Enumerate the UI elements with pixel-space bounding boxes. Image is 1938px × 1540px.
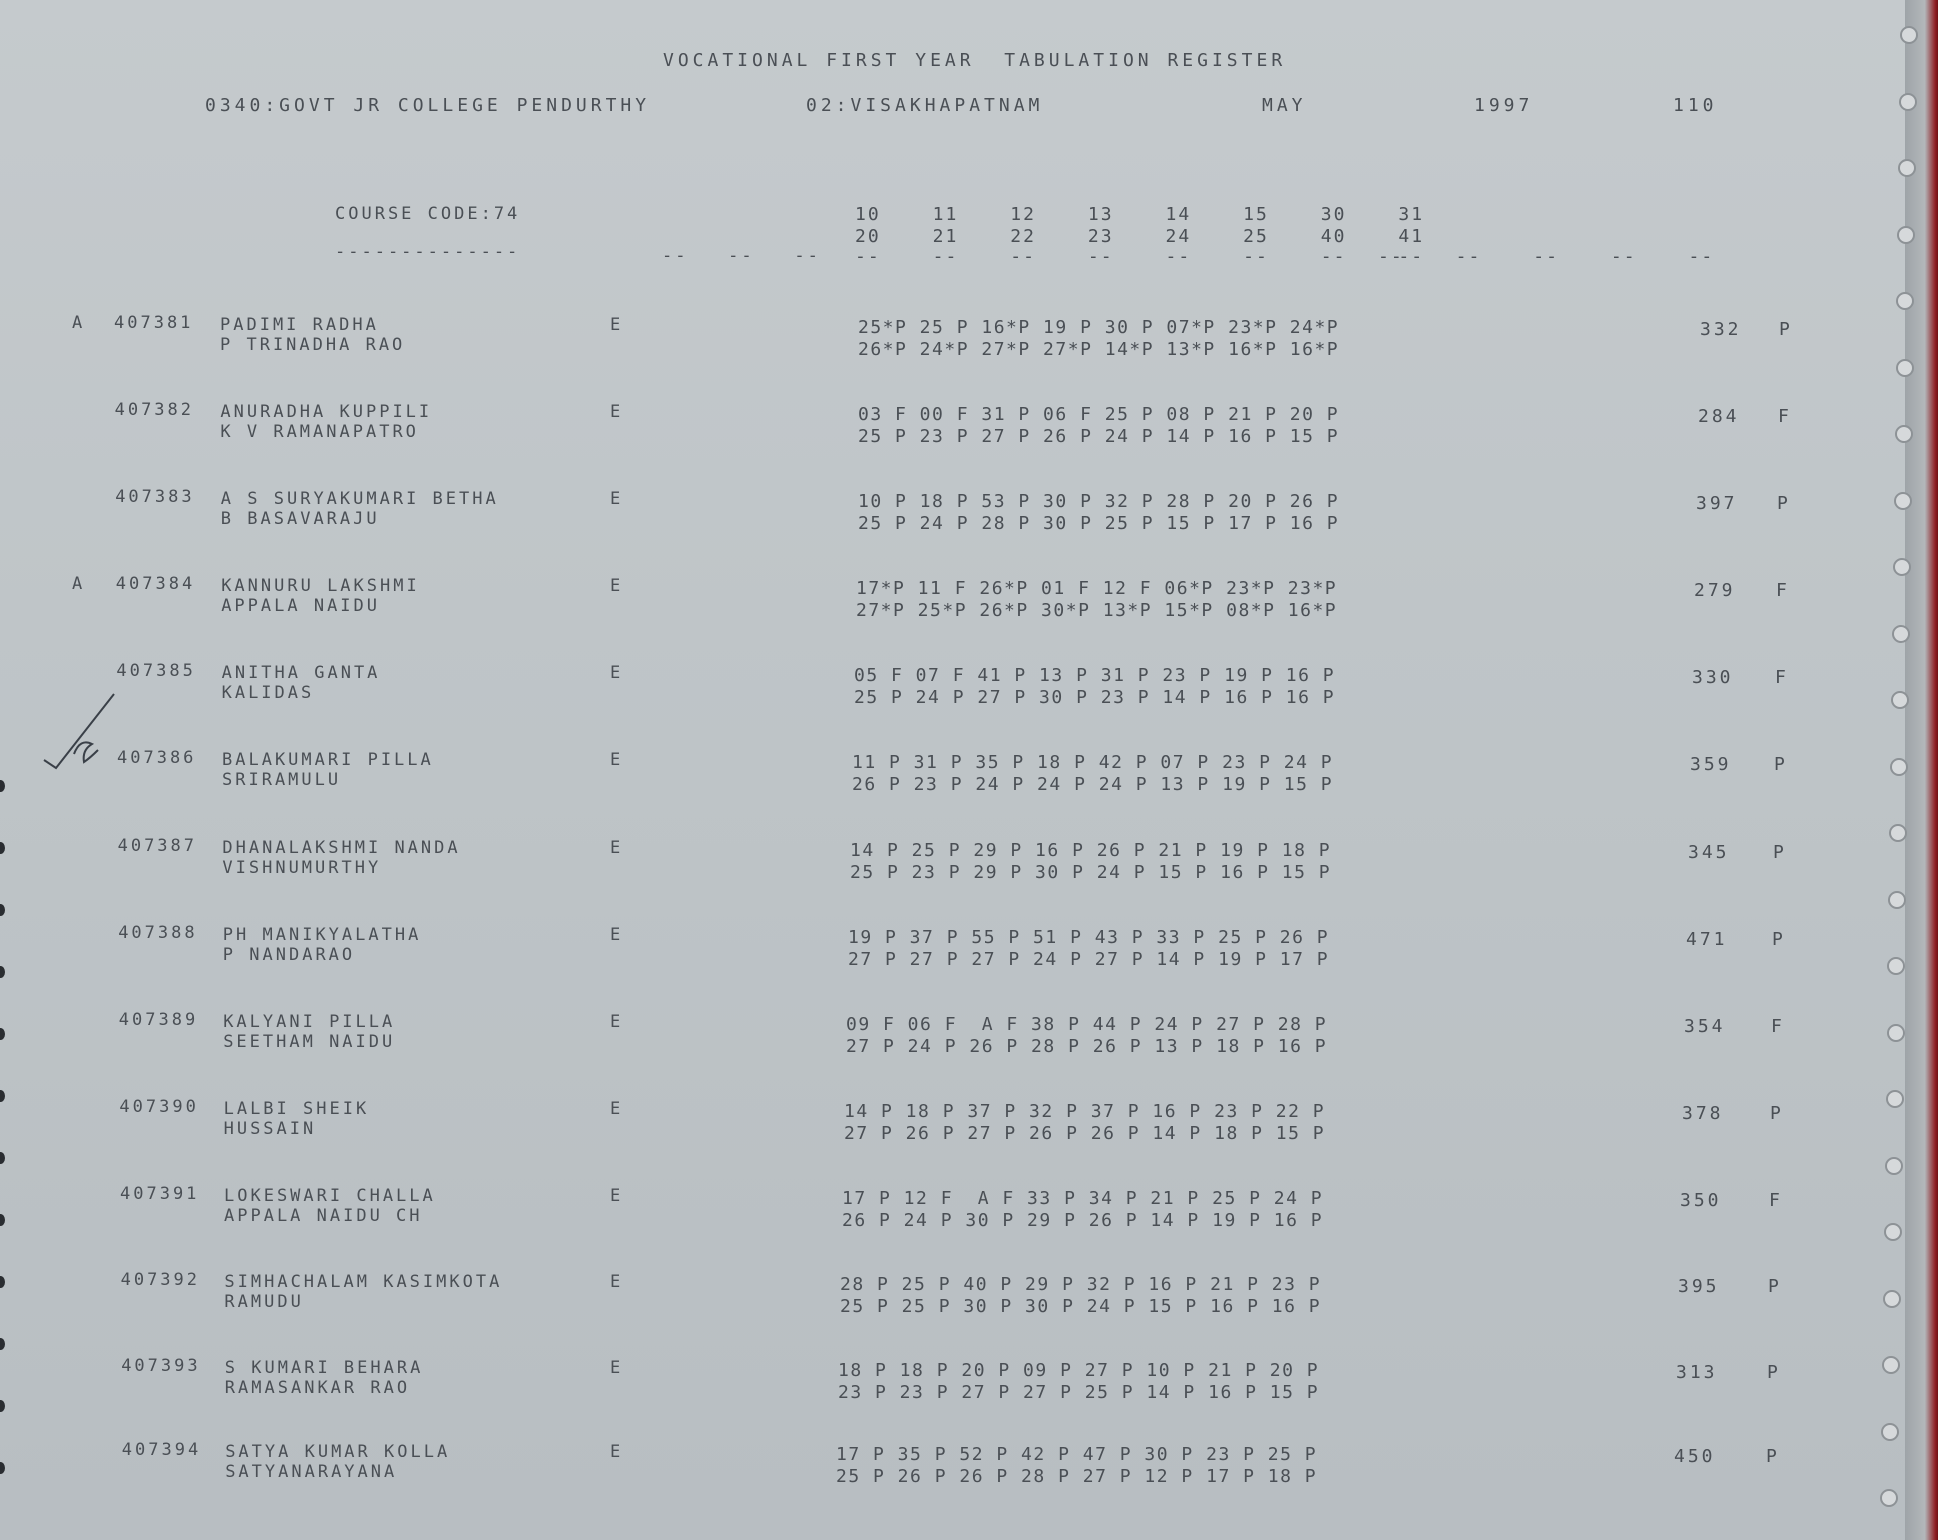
feed-hole [1881, 1423, 1899, 1441]
total-marks: 345 [1688, 842, 1730, 863]
feed-hole [1894, 492, 1912, 510]
parent-name: K V RAMANAPATRO [220, 422, 419, 442]
roll-number: 407385 [116, 661, 196, 681]
attendance-flag: A [72, 313, 86, 333]
medium-code: E [610, 1012, 624, 1032]
student-name: BALAKUMARI PILLA [222, 750, 434, 770]
roll-number: 407394 [121, 1440, 202, 1460]
marks-row-1: 14 P 18 P 37 P 32 P 37 P 16 P 23 P 22 P [844, 1101, 1326, 1122]
roll-number: 407390 [119, 1097, 199, 1117]
roll-number: 407381 [114, 313, 194, 333]
feed-hole [1892, 625, 1910, 643]
marks-row-2: 27 P 26 P 27 P 26 P 26 P 14 P 18 P 15 P [844, 1123, 1326, 1144]
total-marks: 350 [1680, 1190, 1722, 1211]
marks-row-1: 09 F 06 F A F 38 P 44 P 24 P 27 P 28 P [846, 1014, 1328, 1035]
parent-name: APPALA NAIDU [221, 596, 381, 616]
student-name: KANNURU LAKSHMI [221, 576, 420, 596]
medium-code: E [610, 315, 624, 335]
roll-number: 407384 [115, 574, 196, 594]
feed-hole [1900, 26, 1918, 44]
student-name: PH MANIKYALATHA [222, 925, 422, 945]
feed-hole [1887, 1024, 1905, 1042]
marks-row-1: 14 P 25 P 29 P 16 P 26 P 21 P 19 P 18 P [850, 840, 1332, 861]
student-name: ANITHA GANTA [221, 663, 381, 683]
course-underline: -------------- [335, 242, 521, 262]
student-name: ANURADHA KUPPILI [220, 402, 433, 422]
page-number: 110 [1673, 95, 1718, 116]
parent-name: SEETHAM NAIDU [223, 1032, 396, 1052]
total-marks: 471 [1686, 929, 1728, 950]
result-status: P [1772, 929, 1786, 950]
roll-number: 407393 [121, 1356, 201, 1376]
marks-row-1: 19 P 37 P 55 P 51 P 43 P 33 P 25 P 26 P [848, 927, 1330, 948]
result-status: P [1767, 1362, 1781, 1383]
parent-name: RAMUDU [224, 1292, 304, 1312]
parent-name: HUSSAIN [223, 1119, 317, 1139]
medium-code: E [610, 838, 624, 858]
marks-row-2: 25 P 23 P 29 P 30 P 24 P 15 P 16 P 15 P [850, 862, 1332, 883]
parent-name: B BASAVARAJU [220, 509, 380, 529]
marks-row-1: 17 P 35 P 52 P 42 P 47 P 30 P 23 P 25 P [836, 1444, 1318, 1465]
student-name: SATYA KUMAR KOLLA [225, 1442, 451, 1462]
medium-code: E [610, 1442, 624, 1462]
parent-name: SRIRAMULU [222, 770, 342, 790]
separator-mid: -- -- -- -- -- -- -- -- [855, 246, 1425, 267]
parent-name: VISHNUMURTHY [222, 858, 382, 878]
result-status: P [1768, 1276, 1782, 1297]
result-status: P [1773, 842, 1787, 863]
student-name: SIMHACHALAM KASIMKOTA [224, 1272, 503, 1292]
total-marks: 330 [1692, 667, 1734, 688]
parent-name: P NANDARAO [222, 945, 356, 965]
marks-row-2: 26 P 23 P 24 P 24 P 24 P 13 P 19 P 15 P [852, 774, 1334, 795]
parent-name: SATYANARAYANA [225, 1462, 398, 1482]
handwritten-tick-mark [40, 688, 120, 778]
separator-right: -- -- -- -- -- [1378, 246, 1715, 267]
marks-row-2: 25 P 24 P 28 P 30 P 25 P 15 P 17 P 16 P [858, 513, 1340, 534]
result-status: F [1778, 406, 1792, 427]
result-status: F [1775, 667, 1789, 688]
student-name: A S SURYAKUMARI BETHA [220, 489, 499, 509]
parent-name: KALIDAS [221, 683, 315, 703]
student-name: PADIMI RADHA [220, 315, 379, 335]
register-title: VOCATIONAL FIRST YEAR TABULATION REGISTER [663, 50, 1287, 71]
roll-number: 407386 [117, 748, 197, 768]
total-marks: 395 [1678, 1276, 1720, 1297]
student-name: KALYANI PILLA [223, 1012, 396, 1032]
total-marks: 279 [1694, 580, 1736, 601]
district-name: 02:VISAKHAPATNAM [806, 95, 1044, 116]
attendance-flag: A [72, 574, 86, 594]
marks-row-1: 17*P 11 F 26*P 01 F 12 F 06*P 23*P 23*P [856, 578, 1338, 599]
total-marks: 450 [1674, 1446, 1716, 1467]
feed-hole [1890, 758, 1908, 776]
marks-row-2: 23 P 23 P 27 P 27 P 25 P 14 P 16 P 15 P [838, 1382, 1320, 1403]
marks-row-1: 17 P 12 F A F 33 P 34 P 21 P 25 P 24 P [842, 1188, 1324, 1209]
feed-hole [1897, 226, 1915, 244]
marks-row-1: 10 P 18 P 53 P 30 P 32 P 28 P 20 P 26 P [858, 491, 1340, 512]
parent-name: APPALA NAIDU CH [224, 1206, 423, 1226]
feed-hole [1886, 1090, 1904, 1108]
medium-code: E [610, 663, 624, 683]
exam-month: MAY [1262, 95, 1307, 116]
marks-row-2: 27*P 25*P 26*P 30*P 13*P 15*P 08*P 16*P [856, 600, 1338, 621]
medium-code: E [610, 1358, 624, 1378]
marks-row-2: 26*P 24*P 27*P 27*P 14*P 13*P 16*P 16*P [858, 339, 1340, 360]
marks-row-1: 05 F 07 F 41 P 13 P 31 P 23 P 19 P 16 P [854, 665, 1336, 686]
roll-number: 407391 [120, 1184, 200, 1204]
feed-hole [1884, 1223, 1902, 1241]
marks-row-2: 25 P 23 P 27 P 26 P 24 P 14 P 16 P 15 P [858, 426, 1340, 447]
exam-year: 1997 [1474, 95, 1534, 116]
feed-hole [1883, 1290, 1901, 1308]
feed-hole [1893, 558, 1911, 576]
feed-hole [1896, 359, 1914, 377]
total-marks: 332 [1700, 319, 1742, 340]
marks-row-1: 11 P 31 P 35 P 18 P 42 P 07 P 23 P 24 P [852, 752, 1334, 773]
result-status: P [1770, 1103, 1784, 1124]
result-status: F [1769, 1190, 1783, 1211]
medium-code: E [610, 402, 624, 422]
medium-code: E [610, 489, 624, 509]
course-code: COURSE CODE:74 [335, 204, 521, 224]
student-name: S KUMARI BEHARA [224, 1358, 424, 1378]
marks-row-2: 27 P 27 P 27 P 24 P 27 P 14 P 19 P 17 P [848, 949, 1330, 970]
separator-left: -- -- -- [662, 246, 821, 266]
marks-row-2: 25 P 26 P 26 P 28 P 27 P 12 P 17 P 18 P [836, 1466, 1318, 1487]
college-name: 0340:GOVT JR COLLEGE PENDURTHY [205, 95, 651, 116]
result-status: P [1779, 319, 1793, 340]
result-status: P [1774, 754, 1788, 775]
result-status: F [1776, 580, 1790, 601]
subject-codes-row2: 20 21 22 23 24 25 40 41 [855, 226, 1425, 247]
roll-number: 407382 [114, 400, 195, 420]
roll-number: 407388 [118, 923, 198, 943]
feed-hole [1885, 1157, 1903, 1175]
roll-number: 407387 [117, 836, 198, 856]
roll-number: 407392 [120, 1270, 201, 1290]
medium-code: E [610, 1272, 624, 1292]
marks-row-2: 25 P 25 P 30 P 30 P 24 P 15 P 16 P 16 P [840, 1296, 1322, 1317]
total-marks: 378 [1682, 1103, 1724, 1124]
parent-name: P TRINADHA RAO [220, 335, 406, 355]
medium-code: E [610, 576, 624, 596]
marks-row-2: 27 P 24 P 26 P 28 P 26 P 13 P 18 P 16 P [846, 1036, 1328, 1057]
medium-code: E [610, 750, 624, 770]
marks-row-1: 03 F 00 F 31 P 06 F 25 P 08 P 21 P 20 P [858, 404, 1340, 425]
medium-code: E [610, 1186, 624, 1206]
parent-name: RAMASANKAR RAO [224, 1378, 411, 1398]
roll-number: 407383 [115, 487, 195, 507]
total-marks: 284 [1698, 406, 1740, 427]
result-status: F [1771, 1016, 1785, 1037]
student-name: DHANALAKSHMI NANDA [222, 838, 461, 858]
marks-row-1: 25*P 25 P 16*P 19 P 30 P 07*P 23*P 24*P [858, 317, 1340, 338]
medium-code: E [610, 925, 624, 945]
marks-row-2: 25 P 24 P 27 P 30 P 23 P 14 P 16 P 16 P [854, 687, 1336, 708]
total-marks: 354 [1684, 1016, 1726, 1037]
subject-codes-row1: 10 11 12 13 14 15 30 31 [855, 204, 1425, 225]
total-marks: 397 [1696, 493, 1738, 514]
feed-hole [1899, 93, 1917, 111]
feed-hole [1882, 1356, 1900, 1374]
total-marks: 359 [1690, 754, 1732, 775]
medium-code: E [610, 1099, 624, 1119]
feed-hole [1888, 891, 1906, 909]
total-marks: 313 [1676, 1362, 1718, 1383]
result-status: P [1766, 1446, 1780, 1467]
result-status: P [1777, 493, 1791, 514]
student-name: LOKESWARI CHALLA [224, 1186, 436, 1206]
marks-row-2: 26 P 24 P 30 P 29 P 26 P 14 P 19 P 16 P [842, 1210, 1324, 1231]
student-name: LALBI SHEIK [223, 1099, 370, 1119]
roll-number: 407389 [118, 1010, 199, 1030]
marks-row-1: 18 P 18 P 20 P 09 P 27 P 10 P 21 P 20 P [838, 1360, 1320, 1381]
marks-row-1: 28 P 25 P 40 P 29 P 32 P 16 P 21 P 23 P [840, 1274, 1322, 1295]
feed-hole [1891, 691, 1909, 709]
feed-hole [1895, 425, 1913, 443]
